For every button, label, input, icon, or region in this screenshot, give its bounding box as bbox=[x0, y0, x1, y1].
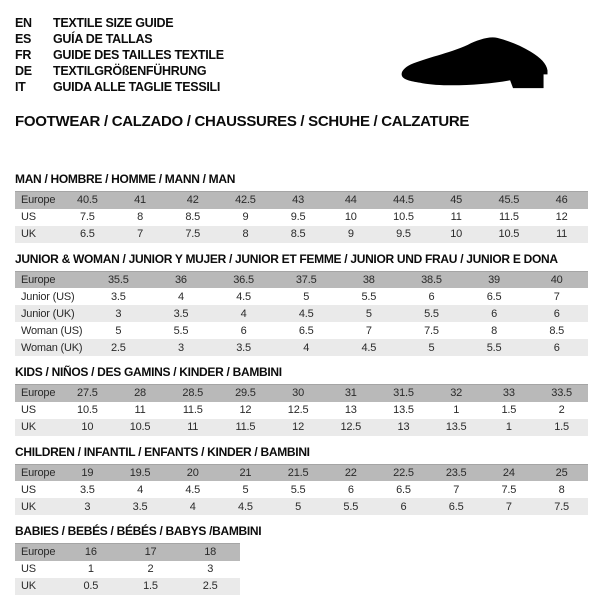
table-row bbox=[15, 419, 588, 436]
size-cell: 8 bbox=[558, 483, 565, 496]
size-cell: 38 bbox=[362, 273, 375, 286]
size-cell: 20 bbox=[186, 466, 199, 479]
size-cell: 5 bbox=[115, 324, 122, 337]
size-cell: 6 bbox=[553, 341, 560, 354]
row-label: Europe bbox=[21, 387, 56, 400]
row-label: UK bbox=[21, 421, 36, 433]
size-cell: 8.5 bbox=[549, 324, 565, 337]
table-row bbox=[15, 288, 588, 305]
row-label: US bbox=[21, 483, 36, 496]
size-cell: 35.5 bbox=[108, 273, 129, 286]
size-cell: 44 bbox=[344, 194, 357, 207]
size-cell: 1 bbox=[87, 563, 94, 575]
row-label: US bbox=[21, 563, 36, 575]
size-cell: 2 bbox=[147, 563, 154, 575]
size-cell: 3.5 bbox=[110, 290, 126, 303]
size-cell: 30 bbox=[292, 387, 305, 400]
table-row bbox=[15, 464, 588, 481]
language-code: EN bbox=[15, 16, 32, 30]
table-row bbox=[15, 271, 588, 288]
size-cell: 7.5 bbox=[501, 483, 517, 496]
size-cell: 42 bbox=[186, 194, 199, 207]
size-cell: 1 bbox=[453, 404, 460, 416]
size-cell: 38.5 bbox=[421, 273, 442, 286]
size-cell: 8 bbox=[491, 324, 498, 337]
size-cell: 4 bbox=[189, 500, 196, 513]
size-cell: 6.5 bbox=[298, 324, 314, 337]
size-cell: 7.5 bbox=[554, 500, 569, 513]
language-row bbox=[15, 15, 355, 31]
size-cell: 6.5 bbox=[79, 228, 95, 240]
size-cell: 39 bbox=[488, 273, 500, 286]
row-label: UK bbox=[21, 500, 36, 513]
size-cell: 8.5 bbox=[185, 211, 201, 223]
size-cell: 28 bbox=[134, 387, 146, 400]
row-label: US bbox=[21, 211, 36, 223]
table-title: CHILDREN / INFANTIL / ENFANTS / KINDER / BAMBINI bbox=[15, 444, 310, 459]
row-label: Europe bbox=[21, 194, 56, 207]
size-cell: 10.5 bbox=[77, 404, 98, 416]
size-cell: 8.5 bbox=[290, 228, 306, 240]
size-cell: 13.5 bbox=[445, 421, 467, 433]
size-table bbox=[15, 191, 588, 243]
size-cell: 11 bbox=[556, 228, 568, 240]
size-cell: 2.5 bbox=[202, 580, 218, 592]
size-cell: 9.5 bbox=[290, 211, 306, 223]
size-cell: 7.5 bbox=[79, 211, 95, 223]
size-cell: 4.5 bbox=[185, 483, 201, 496]
size-cell: 6 bbox=[347, 483, 354, 496]
size-cell: 17 bbox=[144, 546, 157, 559]
language-row bbox=[15, 63, 355, 79]
size-cell: 16 bbox=[84, 546, 97, 559]
size-cell: 5.5 bbox=[290, 483, 306, 496]
size-cell: 9 bbox=[347, 228, 354, 240]
shoe-icon bbox=[394, 33, 572, 97]
size-cell: 6 bbox=[240, 324, 247, 337]
size-cell: 5 bbox=[365, 307, 372, 320]
size-cell: 4.5 bbox=[361, 341, 377, 354]
row-label: Europe bbox=[21, 466, 56, 479]
size-cell: 12 bbox=[555, 211, 568, 223]
table-title: KIDS / NIÑOS / DES GAMINS / KINDER / BAMBINI bbox=[15, 365, 282, 379]
language-code: DE bbox=[15, 64, 32, 78]
language-list bbox=[15, 15, 355, 95]
size-cell: 1.5 bbox=[554, 421, 569, 433]
size-cell: 1.5 bbox=[501, 404, 517, 416]
size-cell: 46 bbox=[555, 194, 568, 207]
size-cell: 19 bbox=[81, 466, 94, 479]
size-cell: 22 bbox=[344, 466, 357, 479]
size-cell: 12 bbox=[292, 421, 305, 433]
size-cell: 4.5 bbox=[238, 500, 253, 513]
size-table-section bbox=[15, 365, 588, 436]
size-cell: 3 bbox=[177, 341, 184, 354]
size-cell: 28.5 bbox=[182, 387, 204, 400]
size-cell: 3.5 bbox=[236, 341, 251, 354]
size-cell: 1.5 bbox=[143, 580, 158, 592]
size-cell: 6 bbox=[428, 290, 435, 303]
size-cell: 5.5 bbox=[424, 307, 439, 320]
size-cell: 5 bbox=[428, 341, 435, 354]
row-label: US bbox=[21, 404, 36, 416]
size-cell: 5 bbox=[295, 500, 302, 513]
table-title: JUNIOR & WOMAN / JUNIOR Y MUJER / JUNIOR ET FEMME / JUNIOR UND FRAU / JUNIOR E DONA bbox=[15, 251, 558, 266]
size-cell: 31.5 bbox=[393, 387, 414, 400]
size-cell: 6 bbox=[491, 307, 498, 320]
row-label: Europe bbox=[21, 546, 56, 559]
size-cell: 3 bbox=[207, 563, 214, 575]
size-cell: 11 bbox=[450, 211, 462, 223]
table-row bbox=[15, 209, 588, 226]
size-cell: 3 bbox=[115, 307, 122, 320]
size-cell: 23.5 bbox=[445, 466, 467, 479]
size-cell: 5 bbox=[242, 483, 249, 496]
size-cell: 2 bbox=[558, 404, 565, 416]
size-cell: 11 bbox=[134, 404, 146, 416]
size-cell: 5.5 bbox=[361, 290, 377, 303]
table-row bbox=[15, 192, 588, 209]
size-cell: 2.5 bbox=[110, 341, 126, 354]
category-heading: FOOTWEAR / CALZADO / CHAUSSURES / SCHUHE / CALZATURE bbox=[15, 113, 470, 130]
size-table-section bbox=[15, 445, 588, 516]
language-label: TEXTILE SIZE GUIDE bbox=[53, 16, 174, 30]
size-cell: 3.5 bbox=[132, 500, 148, 513]
table-row bbox=[15, 226, 588, 243]
size-cell: 4 bbox=[137, 483, 143, 496]
size-cell: 45.5 bbox=[498, 194, 520, 207]
size-cell: 12.5 bbox=[340, 421, 362, 433]
size-cell: 21 bbox=[239, 466, 252, 479]
size-cell: 45 bbox=[450, 194, 463, 207]
table-row bbox=[15, 339, 588, 356]
size-cell: 4.5 bbox=[298, 307, 314, 320]
table-row bbox=[15, 402, 588, 419]
size-cell: 6.5 bbox=[396, 483, 411, 496]
size-cell: 6.5 bbox=[448, 500, 464, 513]
size-cell: 33.5 bbox=[551, 387, 572, 400]
size-cell: 6.5 bbox=[486, 290, 502, 303]
size-cell: 18 bbox=[204, 546, 217, 559]
table-row bbox=[15, 481, 588, 498]
size-cell: 10 bbox=[344, 211, 357, 223]
size-cell: 42.5 bbox=[235, 194, 256, 207]
table-row bbox=[15, 498, 588, 515]
language-code: ES bbox=[15, 32, 32, 46]
size-cell: 44.5 bbox=[393, 194, 414, 207]
table-row bbox=[15, 385, 588, 402]
size-cell: 3.5 bbox=[79, 483, 95, 496]
size-cell: 4 bbox=[240, 307, 247, 320]
size-cell: 40.5 bbox=[77, 194, 98, 207]
size-cell: 8 bbox=[137, 211, 143, 223]
size-cell: 10 bbox=[81, 421, 94, 433]
size-cell: 24 bbox=[502, 466, 515, 479]
row-label: Woman (UK) bbox=[21, 341, 83, 354]
size-table-section bbox=[15, 172, 588, 243]
row-label: Europe bbox=[21, 273, 56, 286]
size-cell: 33 bbox=[502, 387, 515, 400]
size-cell: 19.5 bbox=[129, 466, 151, 479]
size-cell: 9 bbox=[242, 211, 249, 223]
table-row bbox=[15, 561, 240, 578]
size-cell: 40 bbox=[550, 273, 563, 286]
size-cell: 43 bbox=[292, 194, 305, 207]
size-cell: 7 bbox=[553, 290, 560, 303]
size-cell: 0.5 bbox=[83, 580, 99, 592]
size-cell: 6 bbox=[400, 500, 407, 513]
size-cell: 7.5 bbox=[185, 228, 201, 240]
size-cell: 7 bbox=[453, 483, 460, 496]
size-cell: 13 bbox=[397, 421, 410, 433]
size-cell: 13.5 bbox=[393, 404, 414, 416]
size-cell: 5.5 bbox=[173, 324, 189, 337]
table-row bbox=[15, 322, 588, 339]
size-cell: 10 bbox=[450, 228, 463, 240]
size-table bbox=[15, 271, 588, 357]
table-title: MAN / HOMBRE / HOMME / MANN / MAN bbox=[15, 172, 236, 186]
size-cell: 7 bbox=[365, 324, 372, 337]
size-cell: 22.5 bbox=[393, 466, 414, 479]
language-label: GUIDA ALLE TAGLIE TESSILI bbox=[53, 80, 221, 94]
size-cell: 7 bbox=[137, 228, 143, 240]
size-cell: 1 bbox=[505, 421, 512, 433]
size-table-section bbox=[15, 524, 588, 595]
size-cell: 41 bbox=[134, 194, 146, 207]
size-cell: 31 bbox=[344, 387, 357, 400]
table-row bbox=[15, 578, 240, 595]
table-title: BABIES / BEBÉS / BÉBÉS / BABYS /BAMBINI bbox=[15, 524, 262, 538]
size-cell: 37.5 bbox=[295, 273, 317, 286]
row-label: Junior (US) bbox=[21, 290, 75, 303]
size-cell: 4.5 bbox=[236, 290, 251, 303]
size-cell: 11.5 bbox=[498, 211, 519, 223]
language-code: FR bbox=[15, 48, 32, 62]
language-label: GUIDE DES TAILLES TEXTILE bbox=[53, 48, 224, 62]
size-cell: 11.5 bbox=[235, 421, 256, 433]
size-table-section bbox=[15, 252, 588, 357]
row-label: UK bbox=[21, 580, 36, 592]
size-cell: 29.5 bbox=[235, 387, 256, 400]
size-cell: 27.5 bbox=[77, 387, 98, 400]
size-cell: 12.5 bbox=[287, 404, 309, 416]
table-row bbox=[15, 544, 240, 561]
size-cell: 4 bbox=[303, 341, 310, 354]
size-cell: 21.5 bbox=[287, 466, 309, 479]
size-cell: 3 bbox=[84, 500, 91, 513]
size-cell: 6 bbox=[553, 307, 560, 320]
size-cell: 4 bbox=[177, 290, 184, 303]
size-cell: 10.5 bbox=[498, 228, 520, 240]
language-label: TEXTILGRÖßENFÜHRUNG bbox=[53, 64, 207, 78]
size-cell: 12 bbox=[239, 404, 252, 416]
size-cell: 13 bbox=[344, 404, 357, 416]
size-cell: 7 bbox=[505, 500, 512, 513]
size-cell: 8 bbox=[242, 228, 249, 240]
size-cell: 7.5 bbox=[424, 324, 439, 337]
size-table bbox=[15, 464, 588, 516]
language-row bbox=[15, 47, 355, 63]
row-label: Junior (UK) bbox=[21, 307, 75, 320]
size-cell: 32 bbox=[450, 387, 463, 400]
row-label: UK bbox=[21, 228, 36, 240]
size-cell: 11.5 bbox=[182, 404, 203, 416]
language-label: GUÍA DE TALLAS bbox=[53, 32, 153, 46]
language-code: IT bbox=[15, 80, 26, 94]
size-cell: 9.5 bbox=[396, 228, 411, 240]
size-cell: 36 bbox=[175, 273, 187, 286]
size-cell: 5.5 bbox=[343, 500, 359, 513]
size-tables bbox=[15, 172, 588, 595]
size-cell: 10.5 bbox=[129, 421, 151, 433]
table-row bbox=[15, 305, 588, 322]
size-cell: 25 bbox=[555, 466, 568, 479]
size-cell: 3.5 bbox=[173, 307, 189, 320]
row-label: Woman (US) bbox=[21, 324, 83, 337]
size-table bbox=[15, 543, 240, 595]
language-row bbox=[15, 31, 355, 47]
size-table bbox=[15, 384, 588, 436]
size-cell: 5.5 bbox=[486, 341, 502, 354]
size-cell: 10.5 bbox=[393, 211, 414, 223]
size-cell: 5 bbox=[303, 290, 310, 303]
size-cell: 36.5 bbox=[233, 273, 254, 286]
size-cell: 11 bbox=[187, 421, 199, 433]
language-row bbox=[15, 79, 355, 95]
